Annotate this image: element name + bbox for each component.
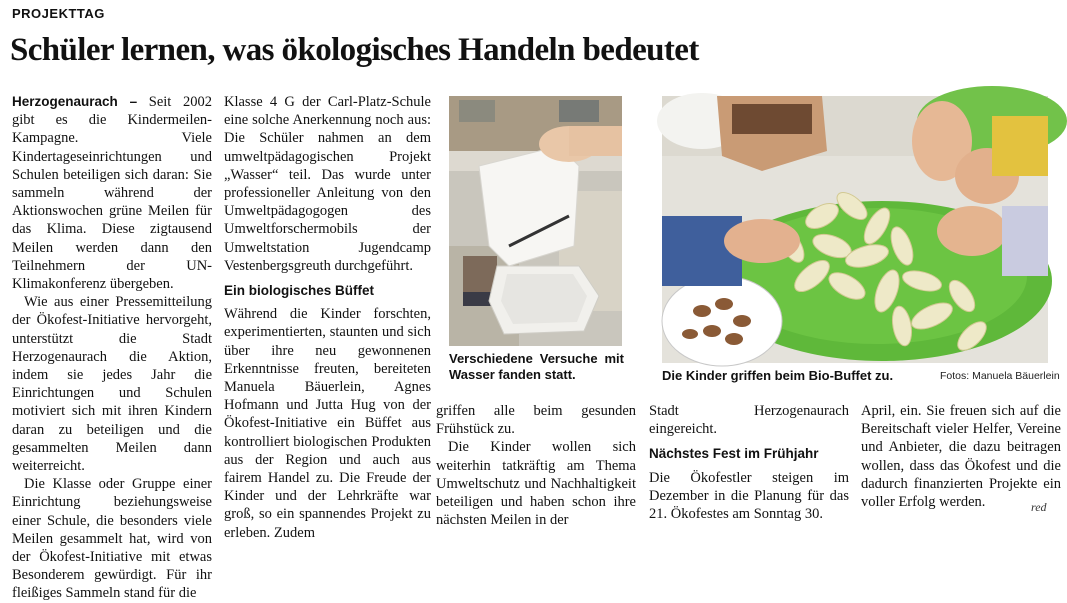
article-paragraph: Die Kinder wollen sich weiterhin tatkräftig am Thema Umweltschutz und Nachhaltigkeit beteiligen und haben schon ihre nächsten Meilen in der — [436, 439, 636, 529]
subheading: Ein biologisches Büffet — [224, 283, 375, 299]
paragraph-text: Seit 2002 gibt es die Kindermeilen-Kampagne. Viele Kindertageseinrichtungen und Schulen beteiligen sich daran: Sie sammeln während der Aktionswochen grüne Meilen für das Klima. Diese zigtausend Meilen werden dann den Teilnehmern der UN-Klimakonferenz übergeben. — [12, 94, 212, 293]
photo-water-experiment — [449, 96, 622, 346]
article-paragraph: Die Klasse oder Gruppe einer Einrichtung beziehungsweise einer Schule, die besonders viele Meilen gesammelt hat, wird von der Ökofest-Initiative mit etwas Besonderem gewürdigt. Für ihr fleißiges Sammeln stand für die — [12, 476, 212, 602]
photo-caption: Die Kinder griffen beim Bio-Buffet zu. — [662, 368, 894, 383]
article-column-2 — [224, 93, 431, 542]
article-paragraph: Die Ökofestler steigen im Dezember in die Planung für das 21. Ökofestes am Sonntag 30. — [649, 469, 849, 523]
dateline: Herzogenaurach – — [12, 94, 138, 109]
article-paragraph: April, ein. Sie freuen sich auf die Bereitschaft vieler Helfer, Vereine und Anbieter, die dazu beitragen wollen, dass das Ökofest und die dadurch finanzierten Projekte ein voller Erfolg werden. — [861, 403, 1061, 511]
subheading: Nächstes Fest im Frühjahr — [649, 446, 819, 462]
section-kicker: PROJEKTTAG — [12, 6, 105, 21]
article-headline: Schüler lernen, was ökologisches Handeln bedeutet — [10, 32, 699, 68]
photo-caption: Verschiedene Versuche mit Wasser fanden statt. — [449, 351, 624, 382]
article-column-5 — [861, 402, 1061, 511]
article-column-4 — [649, 402, 849, 523]
article-paragraph: Stadt Herzogenaurach eingereicht. — [649, 403, 849, 438]
article-column-3 — [436, 402, 636, 529]
photo-bio-buffet-image — [662, 96, 1048, 363]
article-paragraph — [12, 93, 212, 293]
article-paragraph: Wie aus einer Pressemitteilung der Ökofest-Initiative hervorgeht, unterstützt die Stadt Herzogenaurach die Aktion, indem sie jedes Jahr die Einrichtungen und Schulen motiviert sich mit ihren Kindern daran zu beteiligen und die gesammelten Meilen dann weiterreicht. — [12, 294, 212, 475]
photo-credit: Fotos: Manuela Bäuerlein — [940, 370, 1060, 382]
article-paragraph: griffen alle beim gesunden Frühstück zu. — [436, 403, 636, 438]
article-paragraph: Während die Kinder forschten, experimentierten, staunten und sich über ihre neu gewonnenen Erkenntnisse freuten, bereiteten Manuela Bäuerlein, Agnes Hofmann und Jutta Hug von der Ökofest-Initiative ein Büffet aus kontrolliert biologischen Produkten aus der Region und auch aus fairem Handel zu. Die Freude der Kinder und der Lehrkräfte war groß, so ein spannendes Projekt zu erleben. Zudem — [224, 306, 431, 541]
article-paragraph: Klasse 4 G der Carl-Platz-Schule eine solche Anerkennung noch aus: Die Schüler nahmen an dem umweltpädagogischen Projekt „Wasser“ teil. Das wurde unter professioneller Anleitung von den Umweltpädagogogen des Umweltforschermobils der Umweltstation Jugendcamp Vestenbergsgreuth durchgeführt. — [224, 94, 431, 274]
author-signoff: red — [1031, 500, 1047, 514]
photo-water-experiment-image — [449, 96, 622, 346]
article-column-1 — [12, 93, 212, 603]
photo-bio-buffet — [662, 96, 1048, 363]
